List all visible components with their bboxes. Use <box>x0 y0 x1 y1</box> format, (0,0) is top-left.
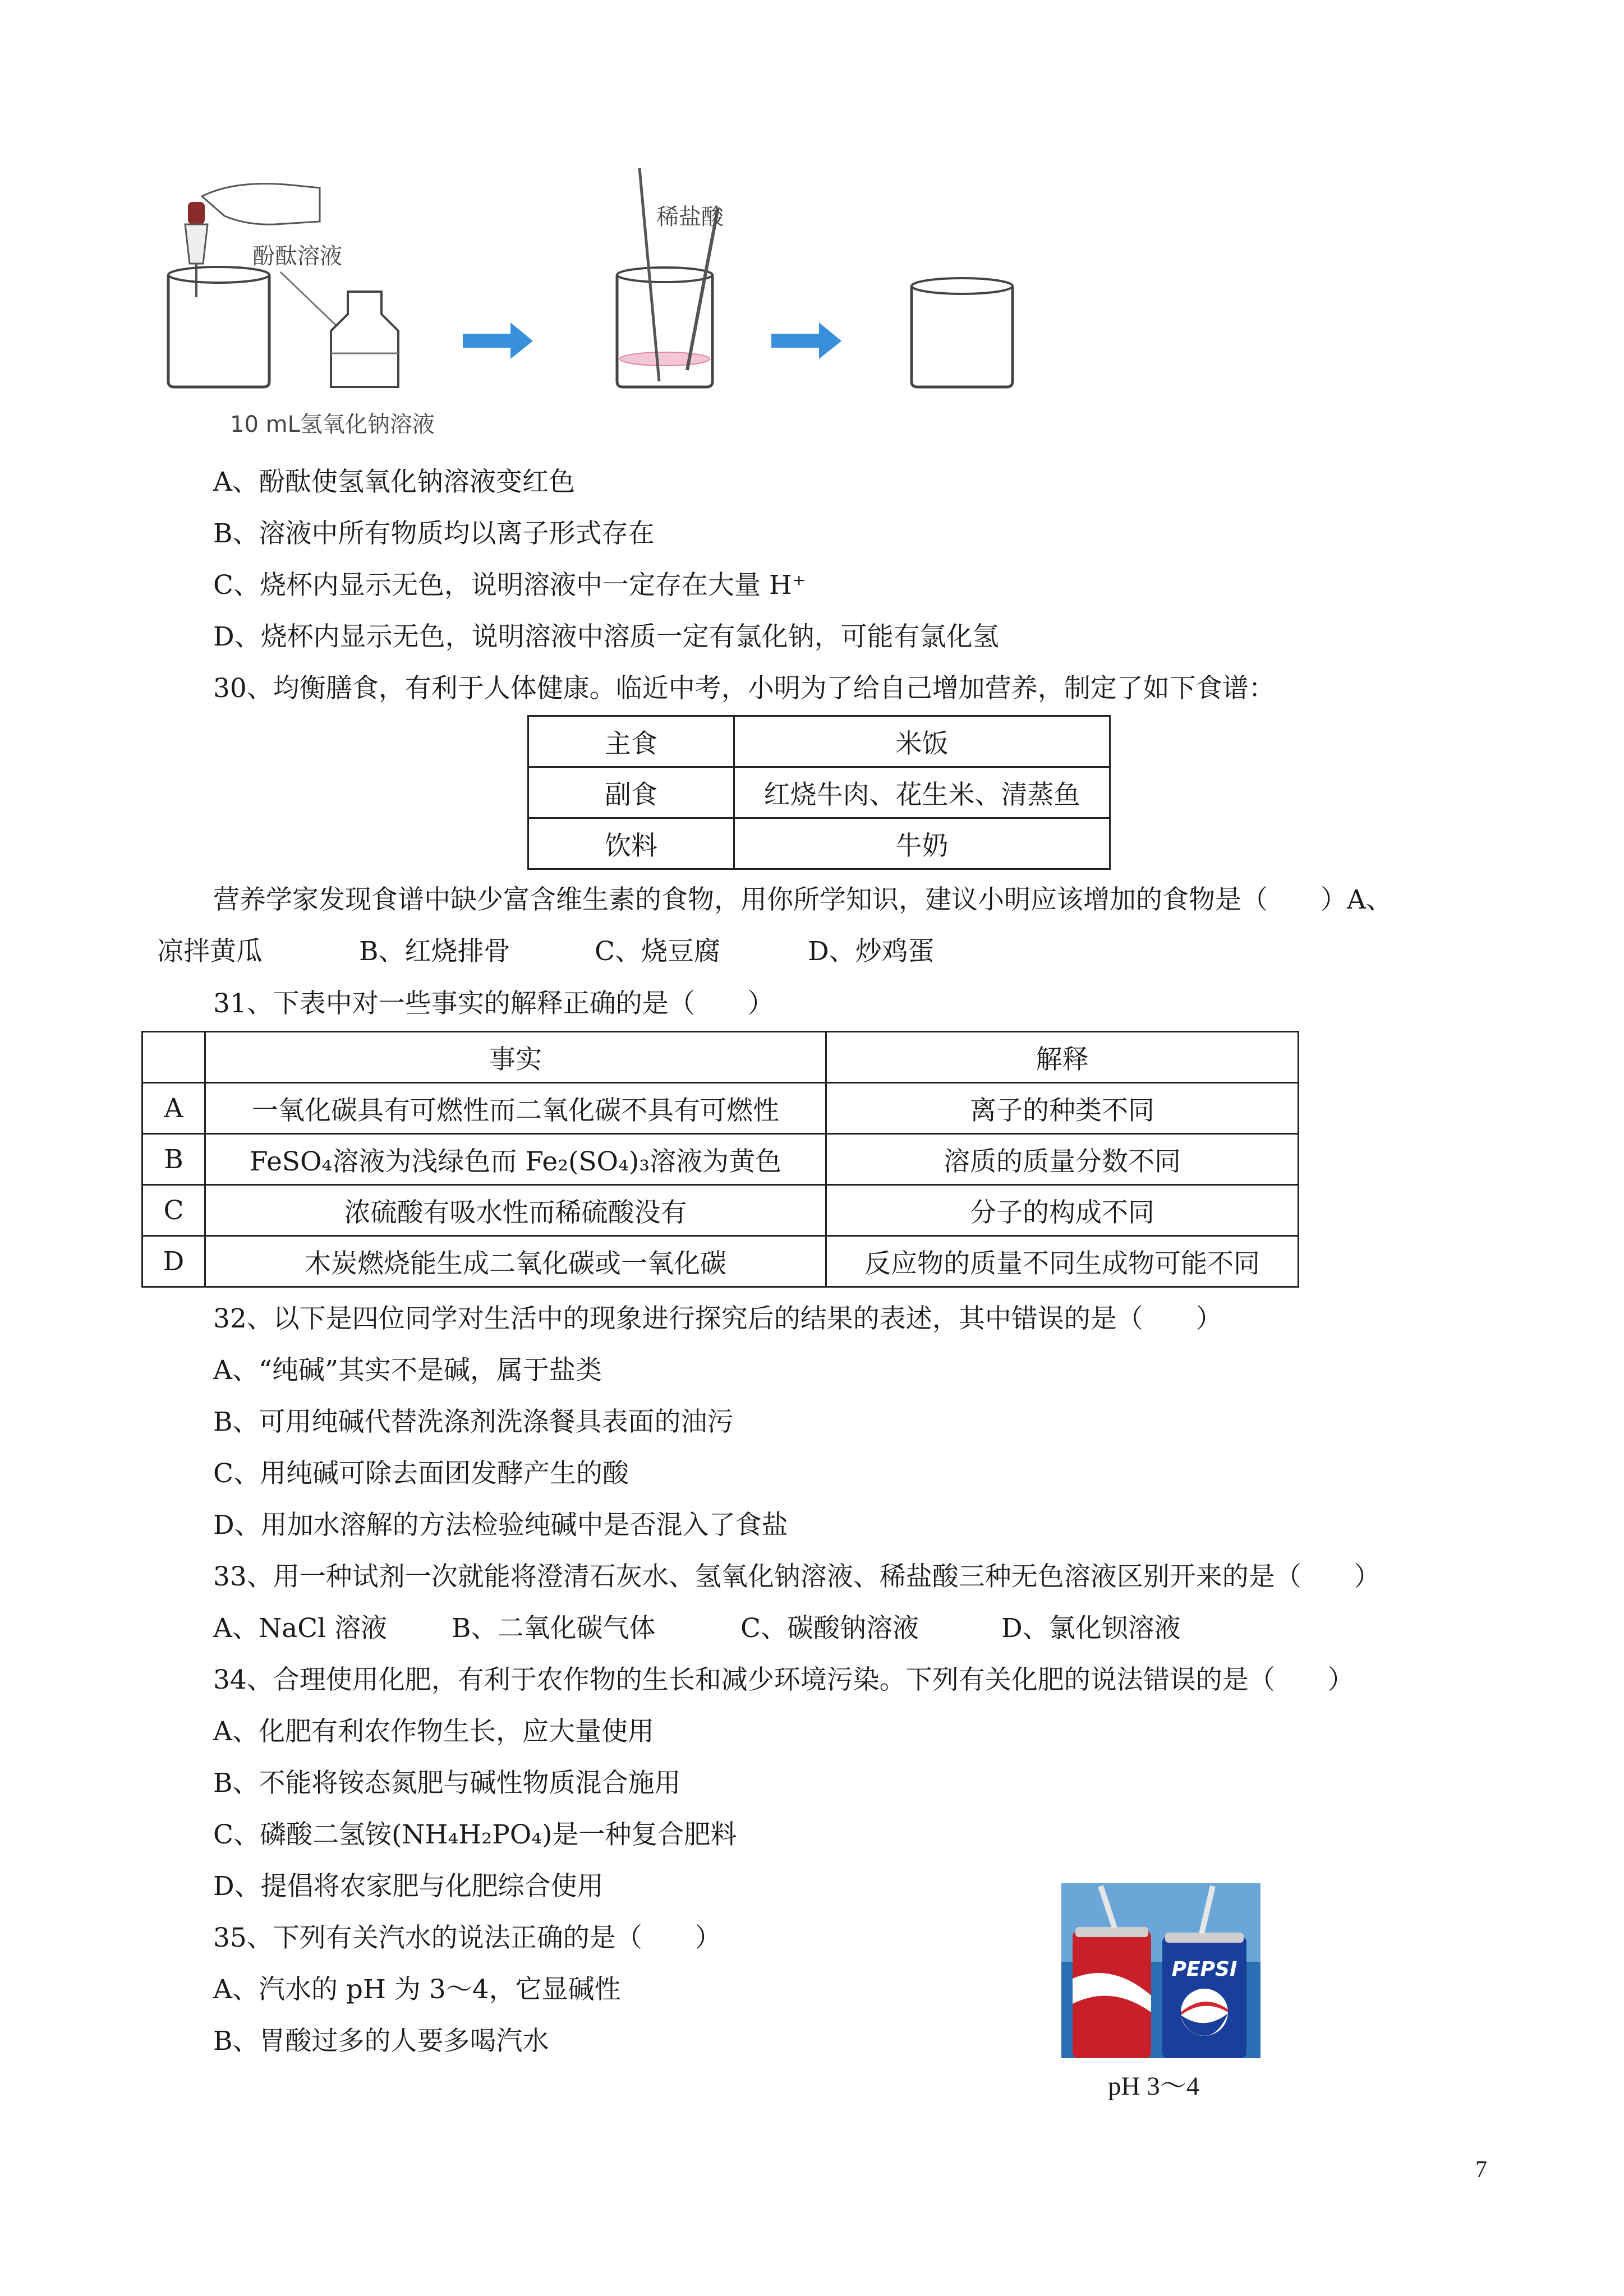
q33-option-a: A、NaCl 溶液 <box>213 1613 388 1644</box>
table-row <box>142 1134 1299 1185</box>
beaker-3 <box>912 286 1013 387</box>
q32-option-d: D、用加水溶解的方法检验纯碱中是否混入了食盐 <box>213 1510 788 1541</box>
q35-option-a: A、汽水的 pH 为 3～4，它显碱性 <box>213 1974 621 2005</box>
table-row <box>142 1083 1299 1134</box>
table-row <box>528 818 1110 869</box>
q34-option-c: C、磷酸二氢铵(NH₄H₂PO₄)是一种复合肥料 <box>213 1819 737 1850</box>
table-row <box>528 716 1110 767</box>
menu-key: 饮料 <box>528 818 734 869</box>
row-fact: 浓硫酸有吸水性而稀硫酸没有 <box>205 1185 826 1236</box>
q34-stem: 34、合理使用化肥，有利于农作物的生长和减少环境污染。下列有关化肥的说法错误的是（ ） <box>213 1665 1354 1695</box>
header-fact: 事实 <box>205 1032 826 1083</box>
label-indicator: 酚酞溶液 <box>252 243 342 269</box>
q33-option-d: D、氯化钡溶液 <box>1001 1613 1181 1644</box>
q30-option-c: C、烧豆腐 <box>595 936 720 967</box>
q35-option-b: B、胃酸过多的人要多喝汽水 <box>213 2026 549 2057</box>
q32-option-b: B、可用纯碱代替洗涤剂洗涤餐具表面的油污 <box>213 1407 734 1437</box>
photo-caption: pH 3～4 <box>1108 2072 1200 2101</box>
row-explain: 反应物的质量不同生成物可能不同 <box>826 1236 1299 1287</box>
q29-option-b: B、溶液中所有物质均以离子形式存在 <box>213 518 655 549</box>
q29-option-d: D、烧杯内显示无色，说明溶液中溶质一定有氯化钠，可能有氯化氢 <box>213 621 999 652</box>
q34-option-d: D、提倡将农家肥与化肥综合使用 <box>213 1871 604 1902</box>
menu-key: 主食 <box>528 716 734 767</box>
label-acid: 稀盐酸 <box>656 204 724 230</box>
row-explain: 溶质的质量分数不同 <box>826 1134 1299 1185</box>
q32-option-c: C、用纯碱可除去面团发酵产生的酸 <box>213 1458 629 1489</box>
table-row <box>142 1236 1299 1287</box>
label-base: 10 mL氢氧化钠溶液 <box>230 412 435 437</box>
row-fact: 木炭燃烧能生成二氧化碳或一氧化碳 <box>205 1236 826 1287</box>
row-letter: B <box>142 1134 205 1185</box>
q33-stem: 33、用一种试剂一次就能将澄清石灰水、氢氧化钠溶液、稀盐酸三种无色溶液区别开来的是（ ） <box>213 1561 1381 1592</box>
hand-icon <box>202 184 320 225</box>
reagent-bottle <box>331 292 398 387</box>
table-row <box>142 1185 1299 1236</box>
q33-options <box>213 1612 1181 1645</box>
q30-option-b: B、红烧排骨 <box>359 936 510 967</box>
q30-option-d: D、炒鸡蛋 <box>808 936 935 967</box>
header-blank <box>142 1032 205 1083</box>
q30-question-line1: 营养学家发现食谱中缺少富含维生素的食物，用你所学知识，建议小明应该增加的食物是（ ）A、 <box>213 884 1392 915</box>
beaker-1 <box>168 275 269 387</box>
table-row <box>528 767 1110 818</box>
menu-value: 红烧牛肉、花生米、清蒸鱼 <box>734 767 1110 818</box>
q35-stem: 35、下列有关汽水的说法正确的是（ ） <box>213 1922 721 1953</box>
row-explain: 分子的构成不同 <box>826 1185 1299 1236</box>
q30-option-a: 凉拌黄瓜 <box>157 936 263 967</box>
arrow-right-icon <box>463 322 533 359</box>
q34-option-b: B、不能将铵态氮肥与碱性物质混合施用 <box>213 1768 681 1799</box>
menu-table <box>527 715 1111 870</box>
menu-key: 副食 <box>528 767 734 818</box>
pepsi-wordmark: PEPSI <box>1171 1958 1237 1981</box>
soda-cans-photo <box>1061 1883 1260 2058</box>
row-fact: 一氧化碳具有可燃性而二氧化碳不具有可燃性 <box>205 1083 826 1134</box>
q32-option-a: A、“纯碱”其实不是碱，属于盐类 <box>213 1355 602 1386</box>
q29-option-a: A、酚酞使氢氧化钠溶液变红色 <box>213 467 575 497</box>
menu-value: 牛奶 <box>734 818 1110 869</box>
row-explain: 离子的种类不同 <box>826 1083 1299 1134</box>
menu-value: 米饭 <box>734 716 1110 767</box>
row-letter: C <box>142 1185 205 1236</box>
arrow-right-icon <box>771 322 841 359</box>
q30-options <box>157 935 935 969</box>
q31-stem: 31、下表中对一些事实的解释正确的是（ ） <box>213 988 774 1019</box>
row-letter: D <box>142 1236 205 1287</box>
beaker-2 <box>617 275 712 387</box>
q33-option-b: B、二氧化碳气体 <box>452 1613 656 1644</box>
facts-table <box>141 1031 1299 1288</box>
header-explain: 解释 <box>826 1032 1299 1083</box>
row-fact: FeSO₄溶液为浅绿色而 Fe₂(SO₄)₃溶液为黄色 <box>205 1134 826 1185</box>
q33-option-c: C、碳酸钠溶液 <box>740 1613 919 1644</box>
q32-stem: 32、以下是四位同学对生活中的现象进行探究后的结果的表述，其中错误的是（ ） <box>213 1303 1222 1334</box>
experiment-figure <box>151 163 1105 454</box>
q30-stem: 30、均衡膳食，有利于人体健康。临近中考，小明为了给自己增加营养，制定了如下食谱： <box>213 673 1275 704</box>
glass-rod <box>640 168 659 381</box>
page-number: 7 <box>1475 2157 1487 2183</box>
row-letter: A <box>142 1083 205 1134</box>
q34-option-a: A、化肥有利农作物生长，应大量使用 <box>213 1716 654 1747</box>
table-row <box>142 1032 1299 1083</box>
q29-option-c: C、烧杯内显示无色，说明溶液中一定存在大量 H⁺ <box>213 570 806 601</box>
